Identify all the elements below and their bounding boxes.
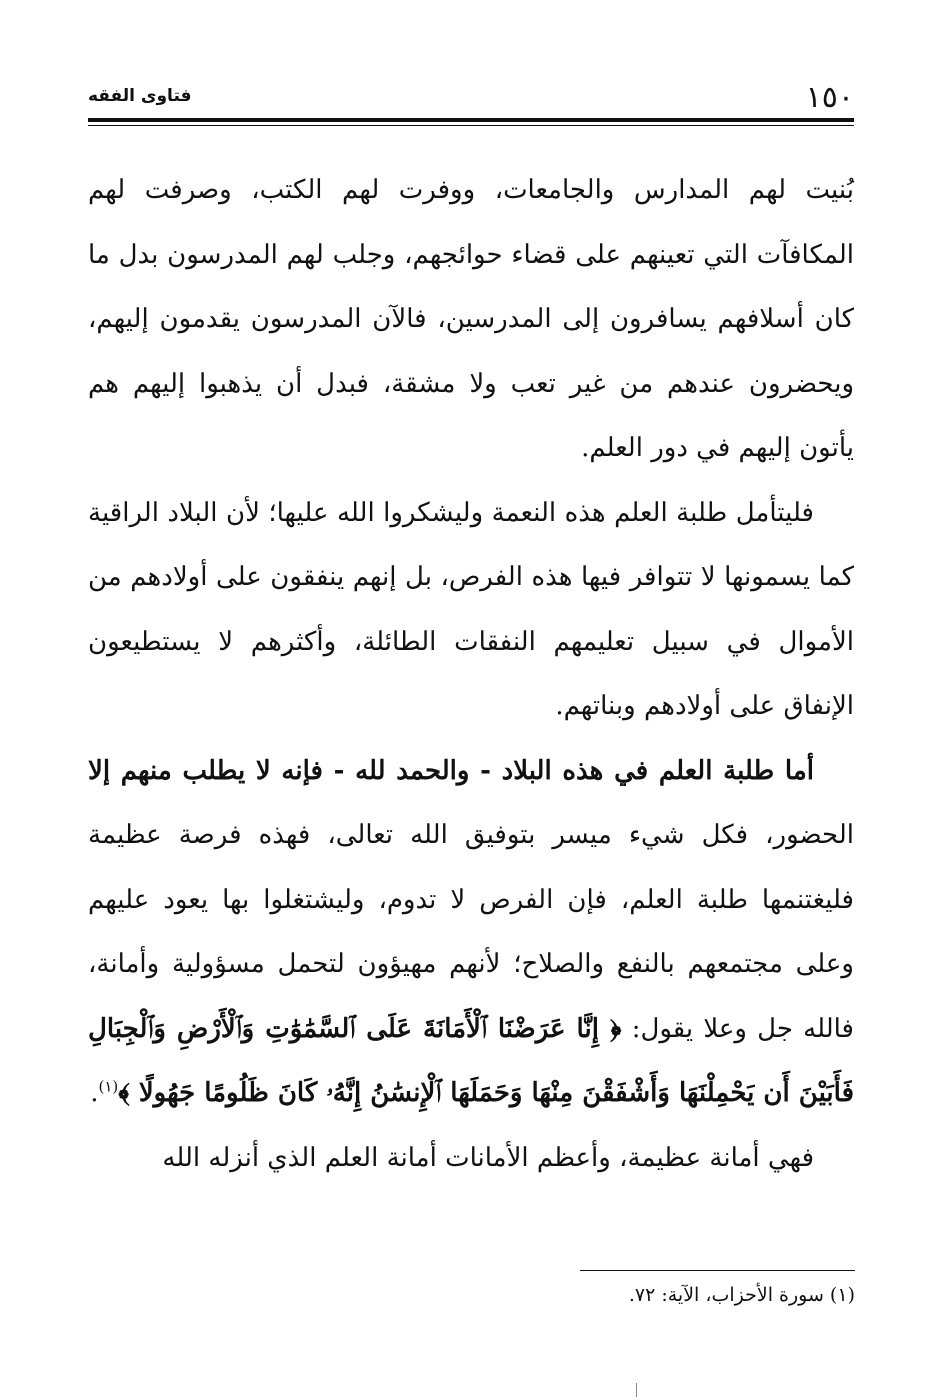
header-rule-thick bbox=[88, 118, 854, 122]
header-rule-thin bbox=[88, 125, 854, 126]
paragraph-3-end: . bbox=[90, 1078, 99, 1108]
running-title: فتاوى الفقه bbox=[88, 86, 192, 106]
page-header bbox=[88, 78, 854, 122]
footnote-separator bbox=[580, 1270, 855, 1271]
paragraph-3 bbox=[88, 739, 854, 1126]
scan-speck bbox=[636, 1383, 637, 1397]
footnote: (١) سورة الأحزاب، الآية: ٧٢. bbox=[628, 1284, 855, 1306]
page-number: ١٥٠ bbox=[805, 80, 854, 115]
footnote-reference: (١) bbox=[98, 1077, 119, 1096]
paragraph-3-bold-lead: أما طلبة العلم في هذه البلاد - والحمد لله - فإنه لا يطلب منهم إلا bbox=[88, 755, 814, 786]
paragraph-4: فهي أمانة عظيمة، وأعظم الأمانات أمانة العلم الذي أنزله الله bbox=[162, 1142, 814, 1173]
quran-verse: ﴿ إِنَّا عَرَضْنَا ٱلْأَمَانَةَ عَلَى ٱلسَّمَٰوَٰتِ وَٱلْأَرْضِ وَٱلْجِبَالِ فَأَبَيْنَ أَن يَحْمِلْنَهَا وَأَشْفَقْنَ مِنْهَا وَحَمَلَهَا ٱلْإِنسَٰنُ إِنَّهُۥ كَانَ ظَلُومًا جَهُولًا ﴾ bbox=[88, 1013, 854, 1108]
paragraph-2: فليتأمل طلبة العلم هذه النعمة وليشكروا الله عليها؛ لأن البلاد الراقية كما يسمونها لا تتوافر فيها هذه الفرص، بل إنهم ينفقون على أولادهم من الأموال في سبيل تعليمهم النفقات الطائلة، وأكثرهم لا يستطيعون الإنفاق على أولادهم وبناتهم. bbox=[88, 497, 854, 721]
body-text bbox=[88, 158, 854, 1190]
paragraph-3-text: الحضور، فكل شيء ميسر بتوفيق الله تعالى، فهذه فرصة عظيمة فليغتنمها طلبة العلم، فإن الفرص لا تدوم، وليشتغلوا بها يعود عليهم وعلى مجتمعهم بالنفع والصلاح؛ لأنهم مهيؤون لتحمل مسؤولية وأمانة، فالله جل وعلا يقول: bbox=[88, 820, 854, 1044]
paragraph-1: بُنيت لهم المدارس والجامعات، ووفرت لهم الكتب، وصرفت لهم المكافآت التي تعينهم على قضاء حوائجهم، وجلب لهم المدرسون بدل ما كان أسلافهم يسافرون إلى المدرسين، فالآن المدرسون يقدمون إليهم، ويحضرون عندهم من غير تعب ولا مشقة، فبدل أن يذهبوا إليهم هم يأتون إليهم في دور العلم. bbox=[88, 175, 854, 463]
